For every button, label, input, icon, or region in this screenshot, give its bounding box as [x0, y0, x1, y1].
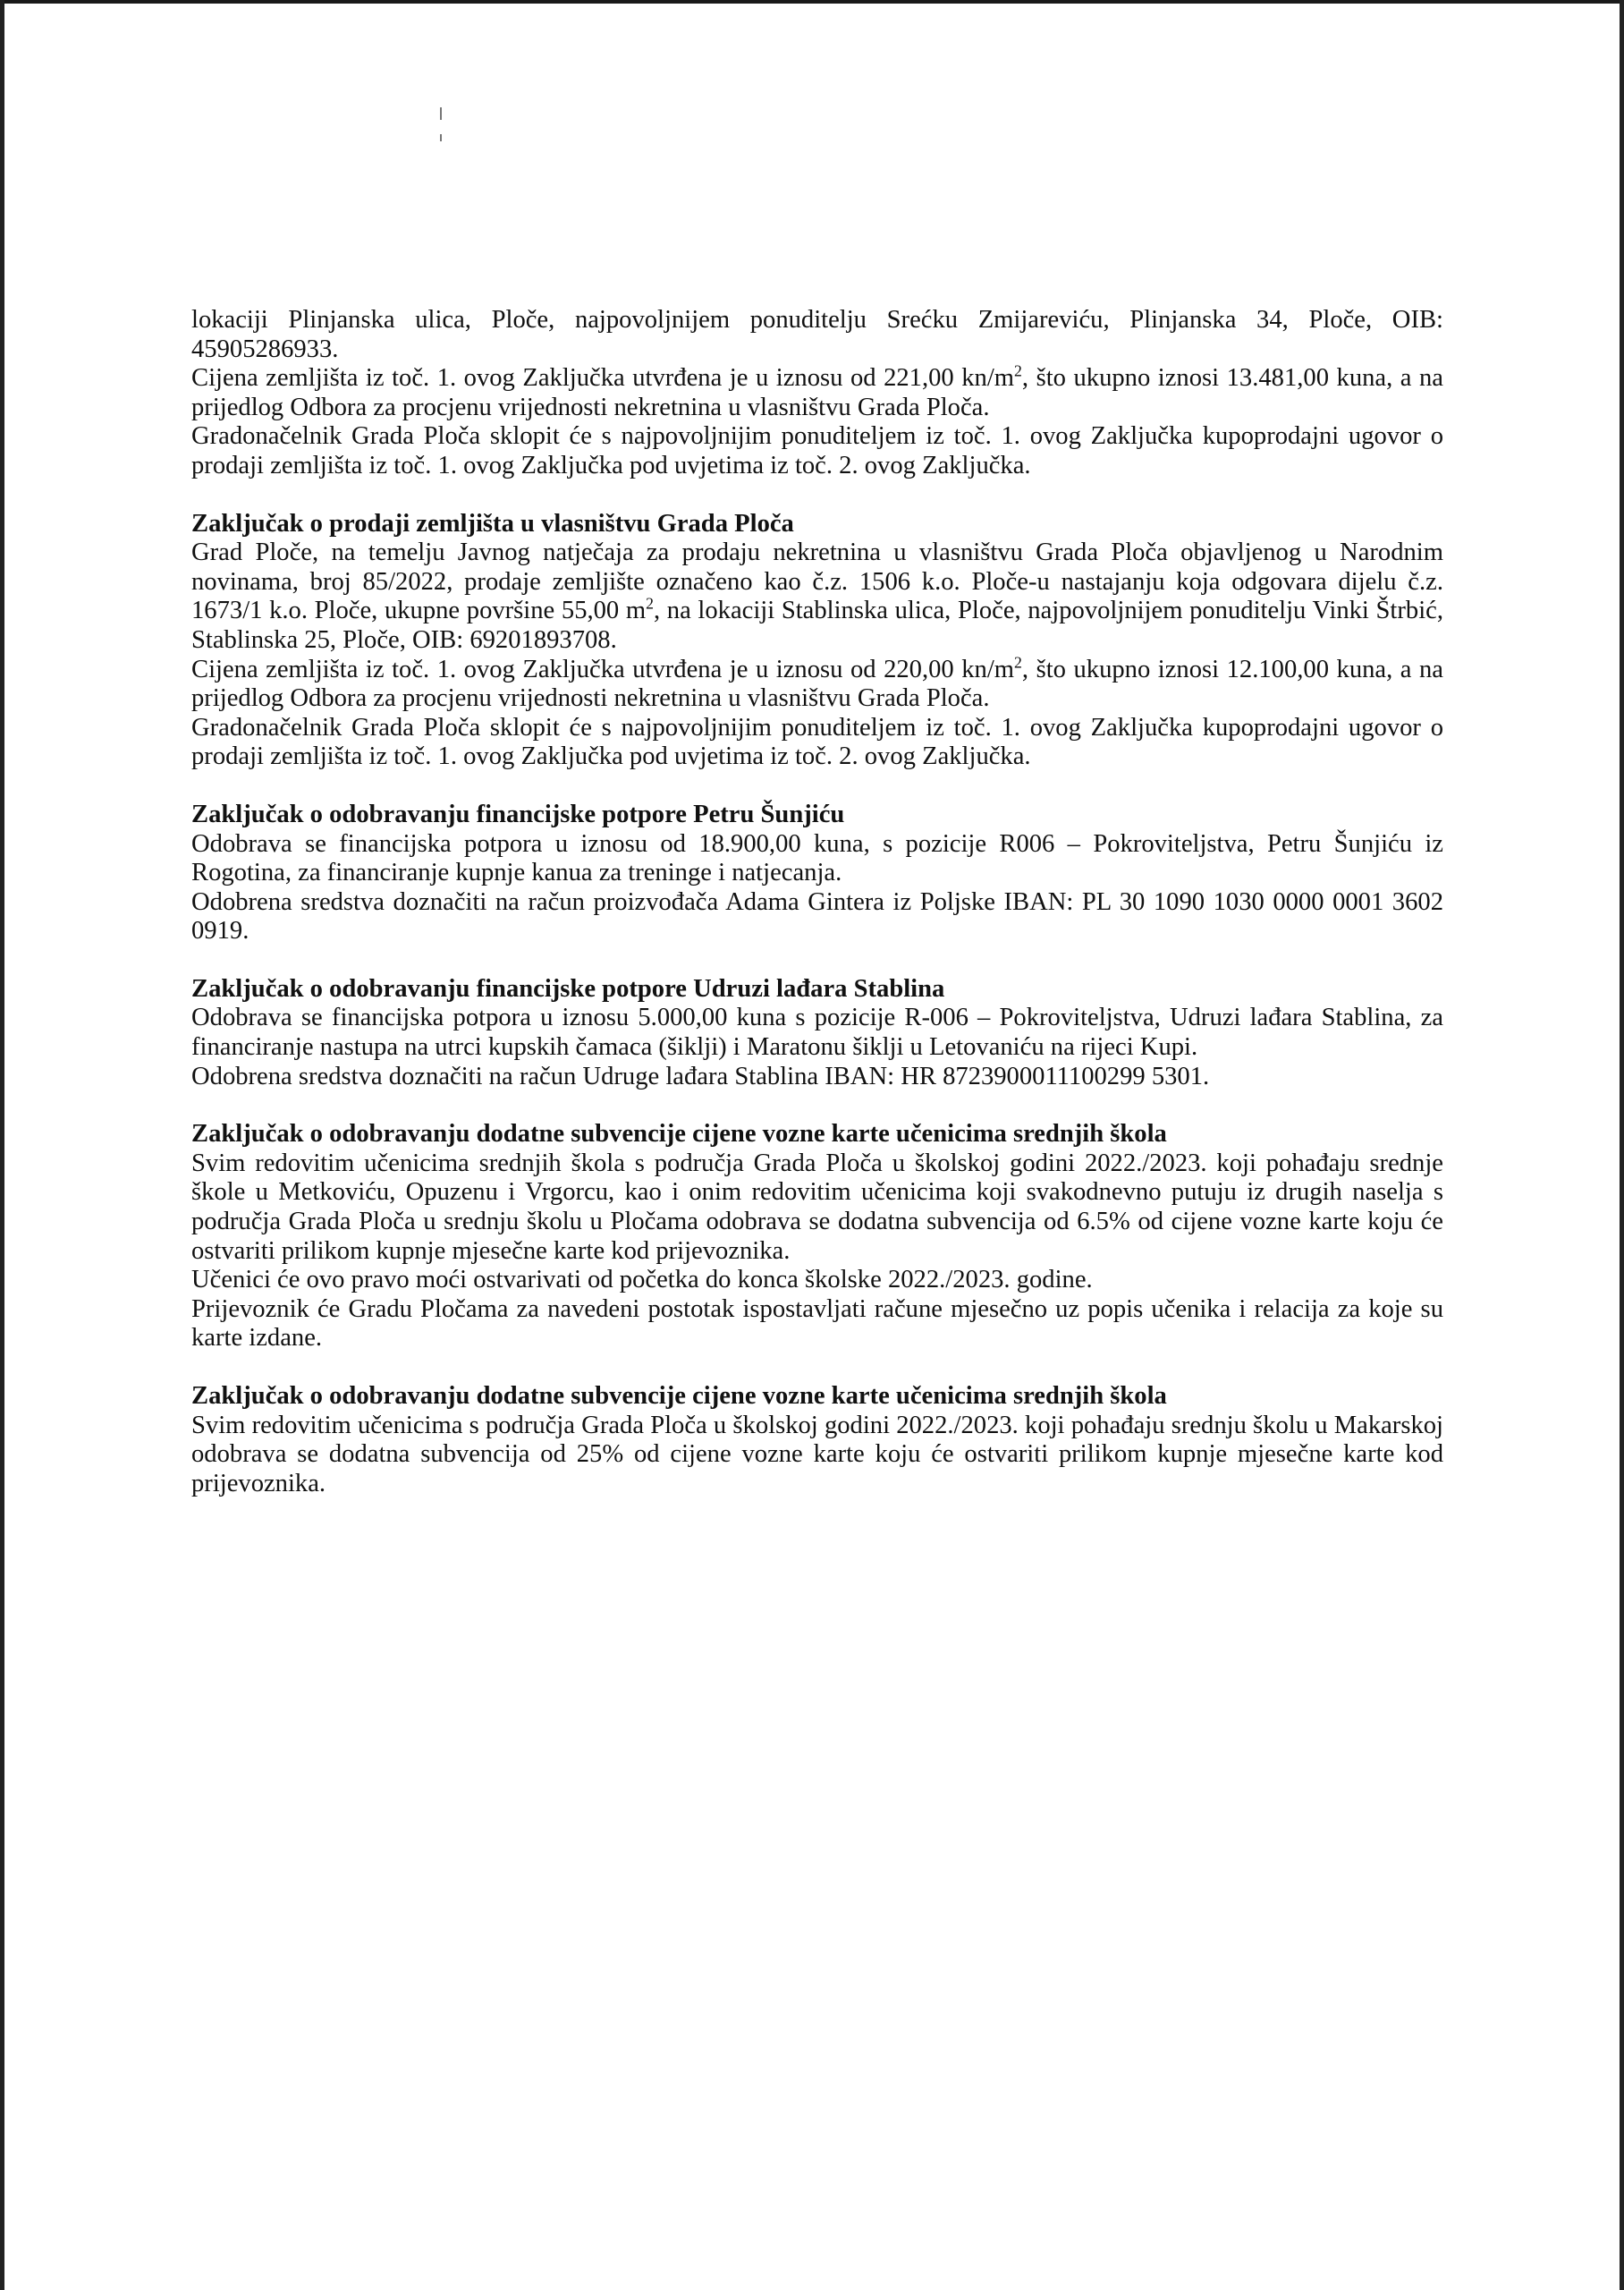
paragraph: Odobrena sredstva doznačiti na račun Udruge lađara Stablina IBAN: HR 8723900011100299 5301. [191, 1062, 1210, 1090]
paragraph: Svim redovitim učenicima s područja Grada Ploča u školskoj godini 2022./2023. koji pohađaju srednju školu u Makarskoj odobrava se dodatna subvencija od 25% od cijene vozne karte koju će ostvariti prilikom kupnje mjesečne karte kod prijevoznika. [191, 1411, 1443, 1497]
paragraph: Odobrava se financijska potpora u iznosu od 18.900,00 kuna, s pozicije R006 – Pokroviteljstva, Petru Šunjiću iz Rogotina, za financiranje kupnje kanua za treninge i natjecanja. [191, 829, 1443, 887]
section-heading: Zaključak o odobravanju dodatne subvencije cijene vozne karte učenicima srednjih škola [191, 1382, 1167, 1410]
section-plinjanska-sale [191, 306, 1443, 481]
section-heading: Zaključak o odobravanju financijske potpore Petru Šunjiću [191, 800, 845, 828]
paragraph: Gradonačelnik Grada Ploča sklopit će s najpovoljnijim ponuditeljem iz toč. 1. ovog Zaključka kupoprodajni ugovor o prodaji zemljišta iz toč. 1. ovog Zaključka pod uvjetima iz toč. 2. ovog Zaključka. [191, 713, 1443, 771]
paragraph: Grad Ploče, na temelju Javnog natječaja za prodaju nekretnina u vlasništvu Grada Ploča objavljenog u Narodnim novinama, broj 85/2022, prodaje zemljište označeno kao č.z. 1506 k.o. Ploče-u nastajanju koja odgovara dijelu č.z. 1673/1 k.o. Ploče, ukupne površine 55,00 $m^2$, na lokaciji Stablinska ulica, Ploče, najpovoljnijem ponuditelju Vinki Štrbić, Stablinska 25, Ploče, OIB: 69201893708. [191, 539, 1443, 654]
section-stablinska-sale [191, 510, 1443, 772]
paragraph: Gradonačelnik Grada Ploča sklopit će s najpovoljnijim ponuditeljem iz toč. 1. ovog Zaključka kupoprodajni ugovor o prodaji zemljišta iz toč. 1. ovog Zaključka pod uvjetima iz toč. 2. ovog Zaključka. [191, 422, 1443, 479]
paragraph: Odobrava se financijska potpora u iznosu 5.000,00 kuna s pozicije R-006 – Pokroviteljstva, Udruzi lađara Stablina, za financiranje nastupa na utrci kupskih čamaca (šiklji) i Maratonu šiklji u Letovaniću na rijeci Kupi. [191, 1004, 1443, 1062]
paragraph: Učenici će ovo pravo moći ostvarivati od početka do konca školske 2022./2023. godine. [191, 1266, 1093, 1294]
paragraph: Svim redovitim učenicima srednjih škola s područja Grada Ploča u školskoj godini 2022./2023. koji pohađaju srednje škole u Metkoviću, Opuzenu i Vrgorcu, kao i onim redovitim učenicima koji svakodnevno putuju iz drugih naselja s područja Grada Ploča u srednju školu u Pločama odobrava se dodatna subvencija od 6.5% od cijene vozne karte koju će ostvariti prilikom kupnje mjesečne karte kod prijevoznika. [191, 1149, 1443, 1265]
paragraph: lokaciji Plinjanska ulica, Ploče, najpovoljnijem ponuditelju Srećku Zmijareviću, Plinjanska 34, Ploče, OIB: 45905286933. [191, 306, 1443, 363]
paragraph: Cijena zemljišta iz toč. 1. ovog Zaključka utvrđena je u iznosu od 220,00 $kn/m^2$, što ukupno iznosi 12.100,00 kuna, a na prijedlog Odbora za procjenu vrijednosti nekretnina u vlasništvu Grada Ploča. [191, 652, 1443, 713]
paragraph: Prijevoznik će Gradu Pločama za navedeni postotak ispostavljati račune mjesečno uz popis učenika i relacija za koje su karte izdane. [191, 1294, 1443, 1353]
section-heading: Zaključak o odobravanju financijske potpore Udruzi lađara Stablina [191, 974, 945, 1003]
section-ticket-subsidy-makarska [191, 1382, 1443, 1498]
section-heading: Zaključak o prodaji zemljišta u vlasništvu Grada Ploča [191, 509, 794, 538]
section-sunjic-support [191, 801, 1443, 946]
scan-speck [440, 107, 442, 120]
section-ticket-subsidy-metkovic [191, 1120, 1443, 1353]
scan-top-border [0, 0, 1624, 4]
scan-right-border [1620, 0, 1624, 2290]
section-heading: Zaključak o odobravanju dodatne subvencije cijene vozne karte učenicima srednjih škola [191, 1120, 1167, 1149]
paragraph: Odobrena sredstva doznačiti na račun proizvođača Adama Gintera iz Poljske IBAN: PL 30 1090 1030 0000 0001 3602 0919. [191, 887, 1443, 946]
document-body [191, 306, 1443, 1527]
scan-speck [440, 134, 442, 141]
scan-left-border [0, 0, 4, 2290]
paragraph: Cijena zemljišta iz toč. 1. ovog Zaključka utvrđena je u iznosu od 221,00 $kn/m^2$, što ukupno iznosi 13.481,00 kuna, a na prijedlog Odbora za procjenu vrijednosti nekretnina u vlasništvu Grada Ploča. [191, 361, 1443, 421]
section-ladara-support [191, 975, 1443, 1091]
